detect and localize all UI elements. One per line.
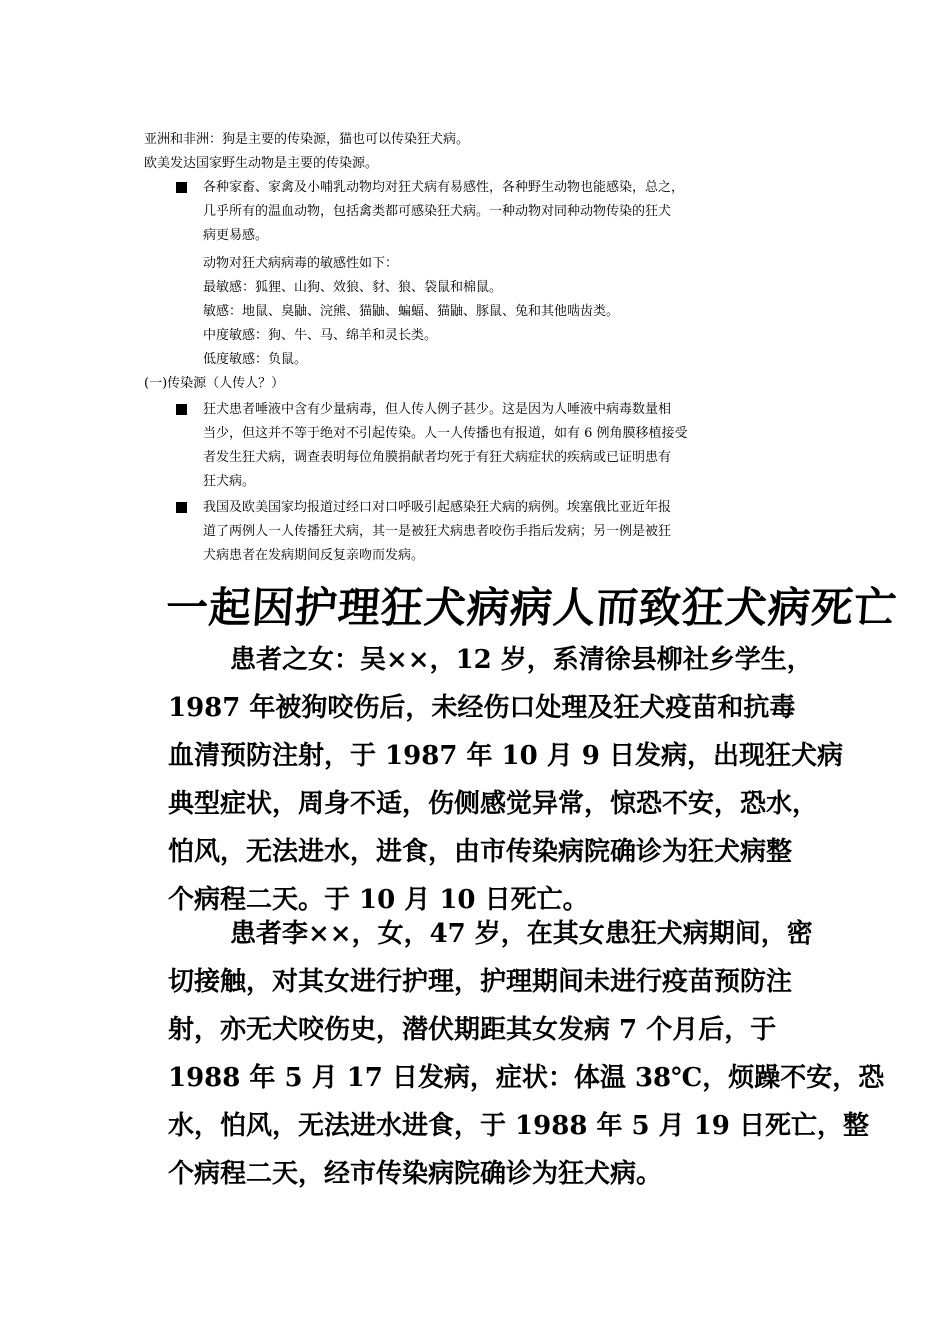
sensitivity-low: 低度敏感：负鼠。 (203, 352, 308, 367)
sensitivity-list (203, 252, 619, 372)
sensitivity-most: 最敏感：狐狸、山狗、效狼、豺、狼、袋鼠和棉鼠。 (203, 280, 503, 295)
square-bullet-icon (176, 404, 187, 415)
square-bullet-icon (176, 502, 187, 513)
bullet-text: 我国及欧美国家均报道过经口对口呼吸引起感染狂犬病的病例。埃塞俄比亚近年报 道了两例人一人传播狂犬病，其一是被狂犬病患者咬伤手指后发病；另一例是被狂 犬病患者在发病期间反复亲吻而发病。 (203, 500, 672, 563)
bullet-text: 狂犬患者唾液中含有少量病毒，但人传人例子甚少。这是因为人唾液中病毒数量相 当少，但这并不等于绝对不引起传染。人一人传播也有报道，如有 6 例角膜移植接受 者发生狂犬病，调查表明每位角膜捐献者均死于有狂犬病症状的疾病或已证明患有 狂犬病。 (203, 402, 688, 489)
bullet-text: 各种家畜、家禽及小哺乳动物均对狂犬病有易感性，各种野生动物也能感染，总之， 几乎所有的温血动物，包括禽类都可感染狂犬病。一种动物对同种动物传染的狂犬 病更易感。 (203, 180, 685, 243)
intro-line: 亚洲和非洲：狗是主要的传染源，猫也可以传染狂犬病。 (144, 132, 470, 147)
case-paragraph-mother: 患者李××，女，47 岁，在其女患狂犬病期间，密 切接触，对其女进行护理，护理期间未进行疫苗预防注 射，亦无犬咬伤史，潜伏期距其女发病 7 个月后，于 1988 年 5 月 17 日发病，症状：体温 38℃，烦躁不安，恐 水，怕风，无法进水进食，于 1988 年 5 月 19 日死亡，整 个病程二天，经市传染病院确诊为狂犬病。 (168, 919, 885, 1189)
sensitivity-sensitive: 敏感：地鼠、臭鼬、浣熊、猫鼬、蝙蝠、猫鼬、豚鼠、兔和其他啮齿类。 (203, 304, 620, 319)
intro-line: 欧美发达国家野生动物是主要的传染源。 (144, 156, 379, 171)
case-title: 一起因护理狂犬病病人而致狂犬病死亡 (164, 583, 899, 632)
case-paragraph-daughter: 患者之女：吴××，12 岁，系清徐县柳社乡学生， 1987 年被狗咬伤后，未经伤口处理及狂犬疫苗和抗毒 血清预防注射，于 1987 年 10 月 9 日发病，出现狂犬病 典型症状，周身不适，伤侧感觉异常，惊恐不安，恐水， 怕风，无法进水，进食，由市传染病院确诊为狂犬病整 个病程二天。于 10 月 10 日死亡。 (168, 645, 843, 915)
sensitivity-moderate: 中度敏感：狗、牛、马、绵羊和灵长类。 (203, 328, 438, 343)
section-heading: (一)传染源（人传人？） (144, 376, 285, 391)
square-bullet-icon (176, 182, 187, 193)
sensitivity-heading: 动物对狂犬病病毒的敏感性如下： (203, 256, 399, 271)
intro-paragraph (144, 128, 469, 176)
